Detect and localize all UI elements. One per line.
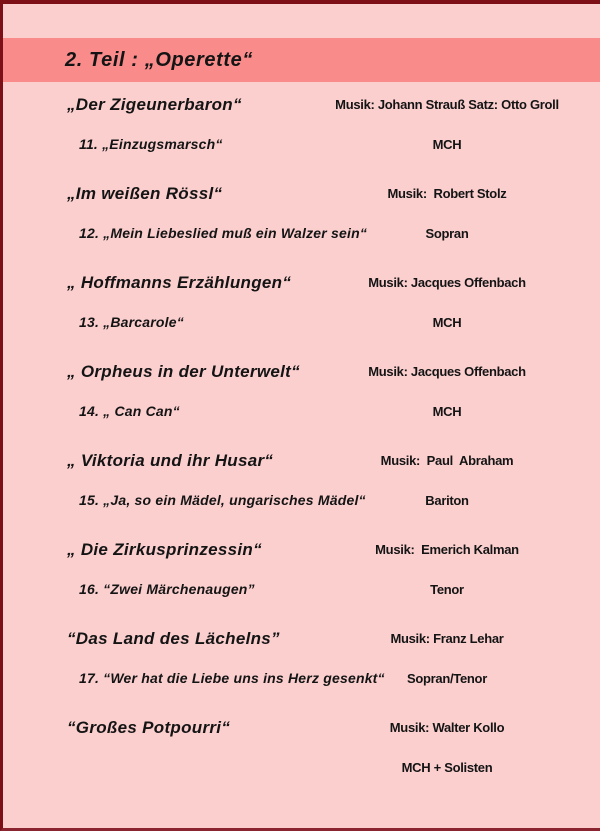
work-title: „ Viktoria und ihr Husar“ (67, 451, 274, 470)
program-list (3, 82, 600, 779)
work-title: „Im weißen Rössl“ (67, 184, 223, 203)
piece-row (3, 134, 600, 156)
music-credit: Musik: Franz Lehar (390, 631, 504, 646)
voice-credit: Bariton (425, 493, 469, 508)
piece-row (3, 312, 600, 334)
work-row (3, 450, 600, 472)
voice-credit: MCH (432, 315, 462, 330)
work-row (3, 183, 600, 205)
work-title: „Der Zigeunerbaron“ (67, 95, 242, 114)
music-credit: Musik: Johann Strauß Satz: Otto Groll (335, 97, 559, 112)
section-header-band (3, 38, 600, 82)
voice-credit: Tenor (430, 582, 464, 597)
music-credit: Musik: Jacques Offenbach (368, 275, 526, 290)
piece-title: 11. „Einzugsmarsch“ (79, 136, 223, 152)
program-group (3, 183, 600, 245)
work-row (3, 717, 600, 739)
piece-row (3, 401, 600, 423)
piece-row (3, 579, 600, 601)
piece-title: 17. “Wer hat die Liebe uns ins Herz gesenkt“ (79, 670, 385, 686)
voice-credit: MCH (432, 404, 462, 419)
music-credit: Musik: Paul Abraham (380, 453, 514, 468)
piece-title: 16. “Zwei Märchenaugen” (79, 581, 255, 597)
work-title: „ Orpheus in der Unterwelt“ (67, 362, 300, 381)
piece-title: 15. „Ja, so ein Mädel, ungarisches Mädel“ (79, 492, 366, 508)
piece-row (3, 668, 600, 690)
work-row (3, 94, 600, 116)
work-title: „ Hoffmanns Erzählungen“ (67, 273, 292, 292)
work-row (3, 628, 600, 650)
work-row (3, 272, 600, 294)
program-group (3, 94, 600, 156)
voice-credit: MCH + Solisten (401, 760, 493, 775)
work-title: “Großes Potpourri“ (67, 718, 231, 737)
program-group (3, 361, 600, 423)
voice-credit: Sopran (425, 226, 469, 241)
piece-title: 12. „Mein Liebeslied muß ein Walzer sein“ (79, 225, 368, 241)
program-group (3, 450, 600, 512)
section-title: 2. Teil : „Operette“ (65, 48, 253, 71)
music-credit: Musik: Robert Stolz (387, 186, 507, 201)
piece-title: 14. „ Can Can“ (79, 403, 180, 419)
program-group (3, 272, 600, 334)
piece-row (3, 757, 600, 779)
voice-credit: MCH (432, 137, 462, 152)
music-credit: Musik: Walter Kollo (389, 720, 505, 735)
work-row (3, 539, 600, 561)
work-row (3, 361, 600, 383)
work-title: “Das Land des Lächelns” (67, 629, 280, 648)
program-group (3, 539, 600, 601)
program-group (3, 717, 600, 779)
music-credit: Musik: Emerich Kalman (375, 542, 519, 557)
program-group (3, 628, 600, 690)
piece-title: 13. „Barcarole“ (79, 314, 184, 330)
piece-row (3, 490, 600, 512)
piece-row (3, 223, 600, 245)
music-credit: Musik: Jacques Offenbach (368, 364, 526, 379)
voice-credit: Sopran/Tenor (407, 671, 487, 686)
work-title: „ Die Zirkusprinzessin“ (67, 540, 262, 559)
